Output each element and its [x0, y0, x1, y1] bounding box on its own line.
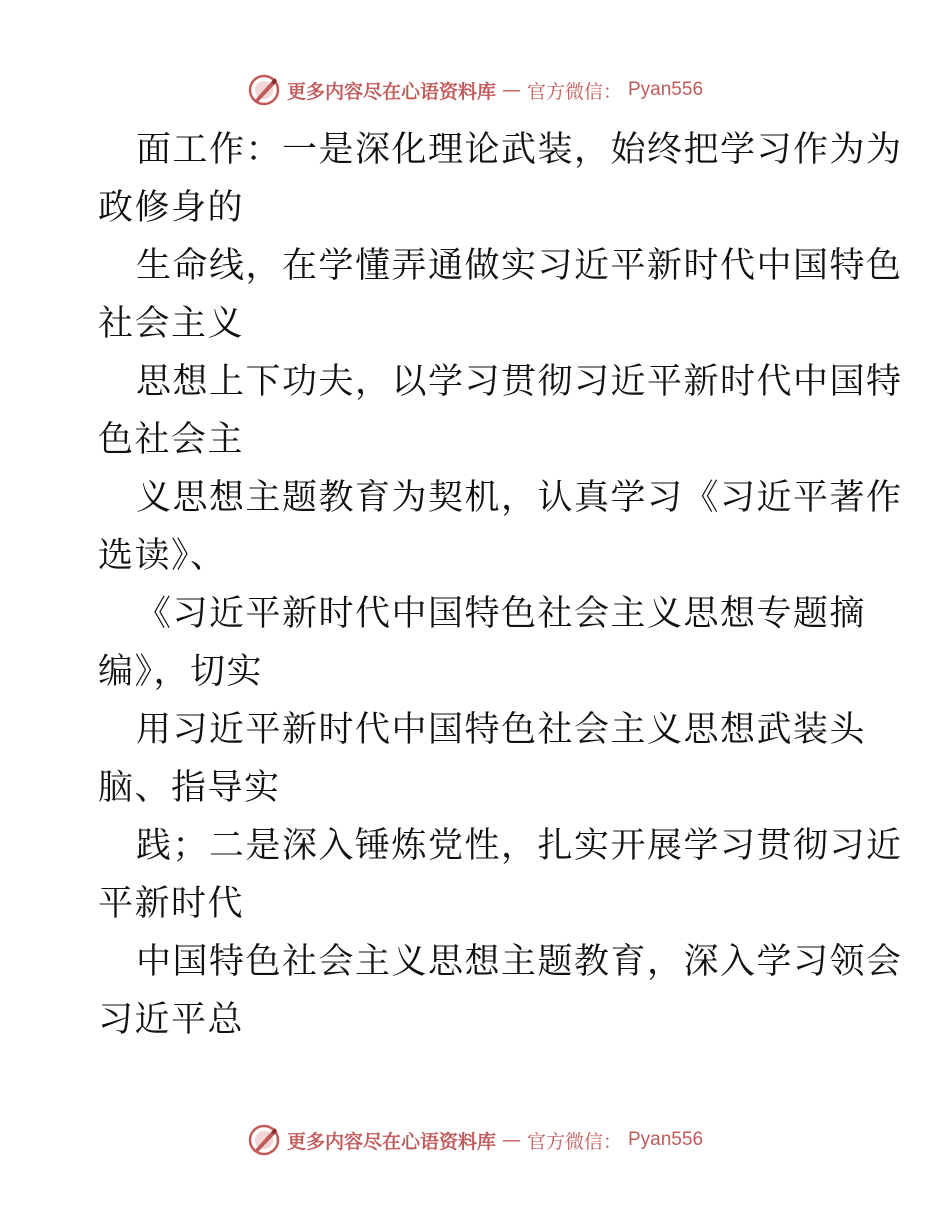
body-line: 平新时代 [98, 884, 245, 924]
body-line: 义思想主题教育为契机，认真学习《习近平著作 [136, 478, 903, 518]
document-body [98, 121, 903, 1049]
watermark-dash: — [501, 1129, 521, 1151]
body-line: 生命线，在学懂弄通做实习近平新时代中国特色 [136, 246, 903, 286]
footer-watermark [0, 1120, 950, 1160]
body-line: 脑、指导实 [98, 768, 281, 808]
body-line: 思想上下功夫，以学习贯彻习近平新时代中国特 [136, 362, 903, 402]
watermark-official-label: 官方微信： [526, 1130, 622, 1153]
watermark-text: 更多内容尽在心语资料库 [286, 80, 496, 103]
body-line: 选读》、 [98, 536, 227, 576]
header-watermark [0, 70, 950, 110]
body-line: 中国特色社会主义思想主题教育，深入学习领会 [136, 942, 903, 982]
body-line: 色社会主 [98, 420, 245, 460]
body-line: 《习近平新时代中国特色社会主义思想专题摘 [136, 594, 867, 634]
watermark-wechat-id: Pyan556 [628, 1129, 704, 1150]
watermark-text: 更多内容尽在心语资料库 [286, 1130, 496, 1153]
watermark-wechat-id: Pyan556 [628, 79, 704, 100]
body-line: 编》，切实 [98, 652, 264, 692]
watermark-official-label: 官方微信： [526, 80, 622, 103]
body-line: 面工作：一是深化理论武装，始终把学习作为为 [136, 130, 903, 170]
pen-logo-icon [247, 73, 281, 107]
watermark-dash: — [501, 79, 521, 101]
pen-logo-icon [247, 1123, 281, 1157]
body-line: 践；二是深入锤炼党性，扎实开展学习贯彻习近 [136, 826, 903, 866]
body-line: 政修身的 [98, 188, 245, 228]
body-line: 社会主义 [98, 304, 245, 344]
body-line: 用习近平新时代中国特色社会主义思想武装头 [136, 710, 867, 750]
body-line: 习近平总 [98, 1000, 245, 1040]
